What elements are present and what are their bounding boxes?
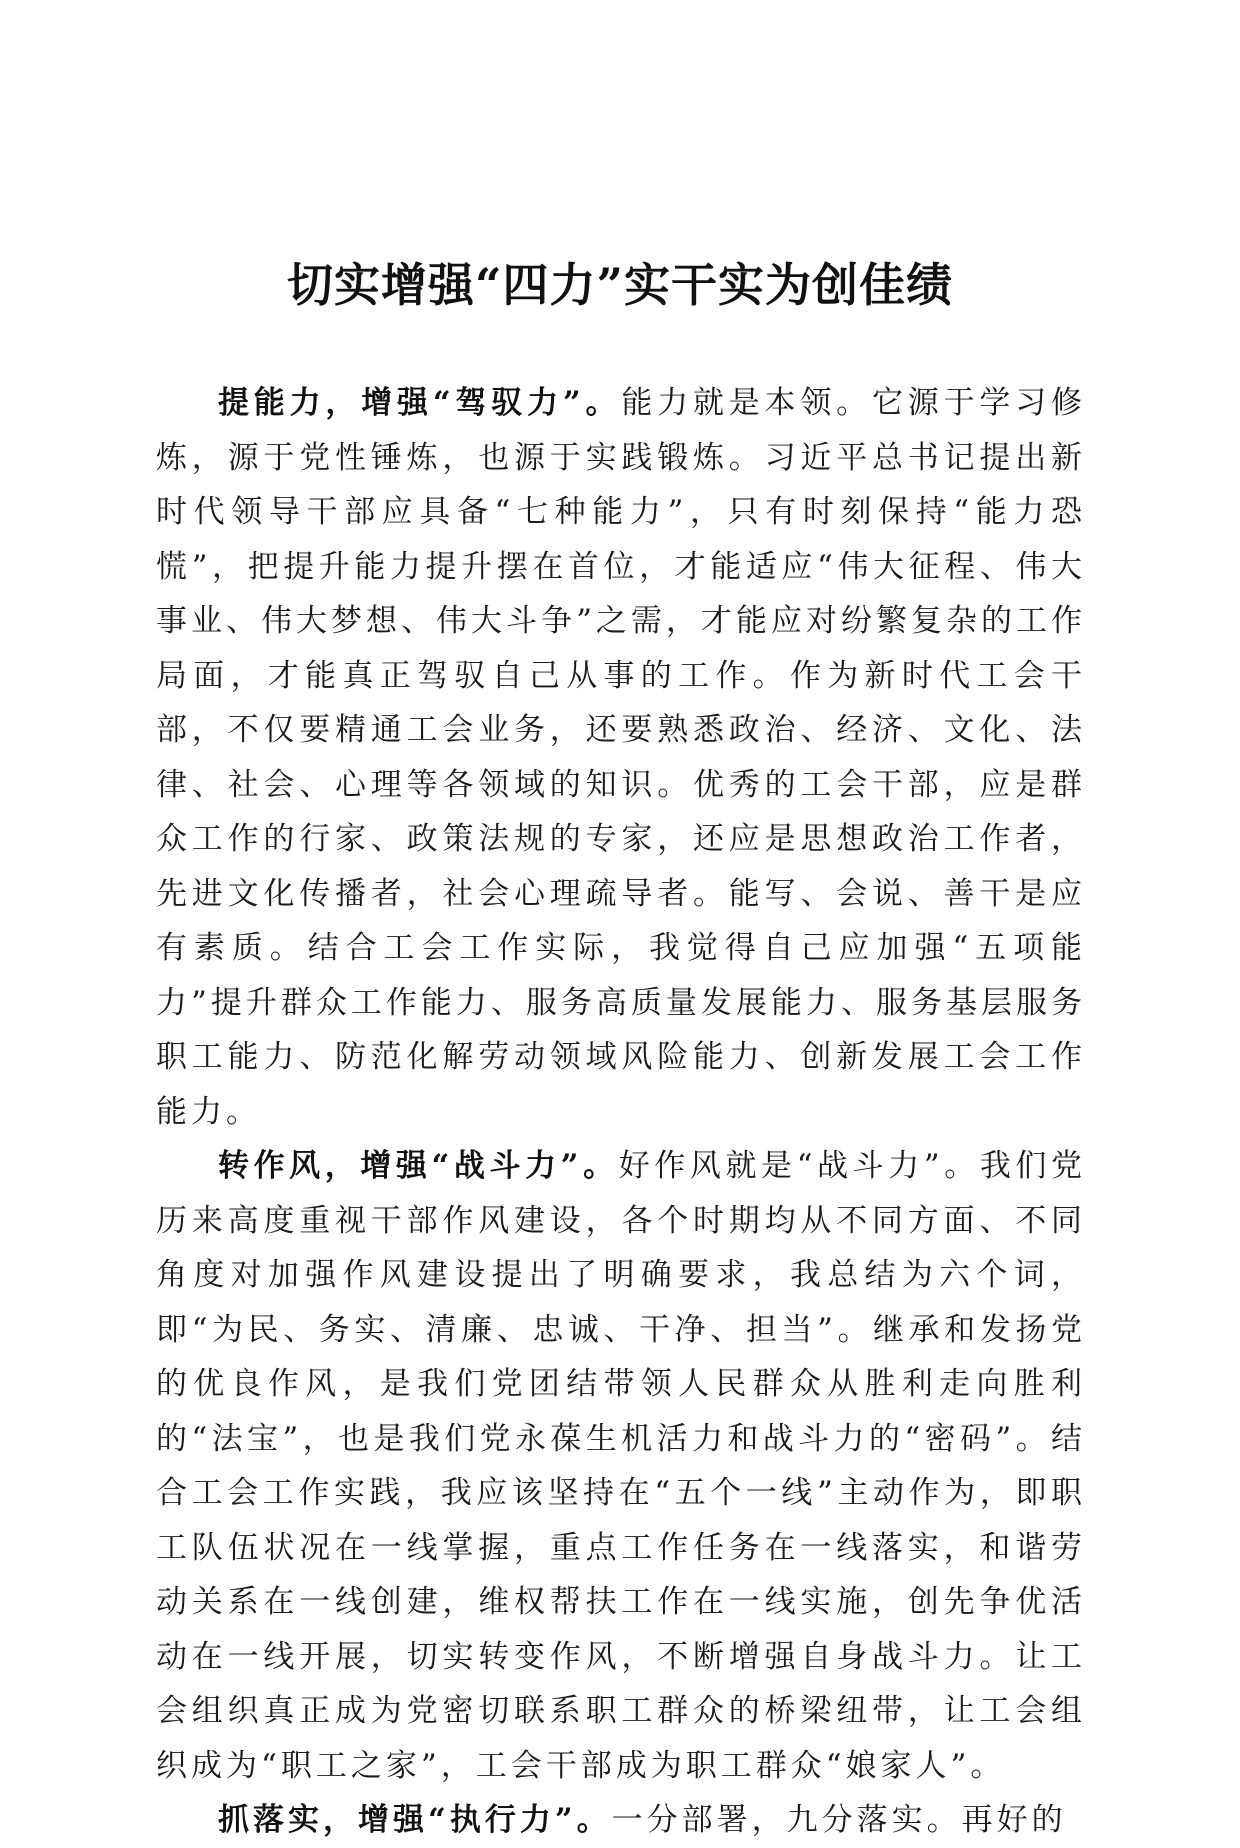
paragraph-text: 能力就是本领。它源于学习修炼，源于党性锤炼，也源于实践锻炼。习近平总书记提出新时代领导干部应具备“七种能力”，只有时刻保持“能力恐慌”，把提升能力提升摆在首位，才能适应“伟大征程、伟大事业、伟大梦想、伟大斗争”之需，才能应对纷繁复杂的工作局面，才能真正驾驭自己从事的工作。作为新时代工会干部，不仅要精通工会业务，还要熟悉政治、经济、文化、法律、社会、心理等各领域的知识。优秀的工会干部，应是群众工作的行家、政策法规的专家，还应是思想政治工作者，先进文化传播者，社会心理疏导者。能写、会说、善干是应有素质。结合工会工作实际，我觉得自己应加强“五项能力”提升群众工作能力、服务高质量发展能力、服务基层服务职工能力、防范化解劳动领域风险能力、创新发展工会工作能力。 xyxy=(156,385,1086,1130)
paragraph-execution xyxy=(156,1793,1086,1848)
paragraph-style xyxy=(156,1139,1086,1793)
document-body xyxy=(156,376,1086,1848)
document-title: 切实增强“四力”实干实为创佳绩 xyxy=(287,258,953,312)
paragraph-heading: 提能力，增强“驾驭力”。 xyxy=(218,385,622,421)
paragraph-heading: 抓落实，增强“执行力”。 xyxy=(218,1802,612,1838)
paragraph-ability xyxy=(156,376,1086,1139)
paragraph-heading: 转作风，增强“战斗力”。 xyxy=(218,1148,619,1184)
paragraph-text: 一分部署，九分落实。再好的 xyxy=(611,1802,1067,1838)
paragraph-text: 好作风就是“战斗力”。我们党历来高度重视干部作风建设，各个时期均从不同方面、不同角度对加强作风建设提出了明确要求，我总结为六个词，即“为民、务实、清廉、忠诚、干净、担当”。继承和发扬党的优良作风，是我们党团结带领人民群众从胜利走向胜利的“法宝”，也是我们党永葆生机活力和战斗力的“密码”。结合工会工作实践，我应该坚持在“五个一线”主动作为，即职工队伍状况在一线掌握，重点工作任务在一线落实，和谐劳动关系在一线创建，维权帮扶工作在一线实施，创先争优活动在一线开展，切实转变作风，不断增强自身战斗力。让工会组织真正成为党密切联系职工群众的桥梁纽带，让工会组织成为“职工之家”，工会干部成为职工群众“娘家人”。 xyxy=(156,1148,1086,1784)
